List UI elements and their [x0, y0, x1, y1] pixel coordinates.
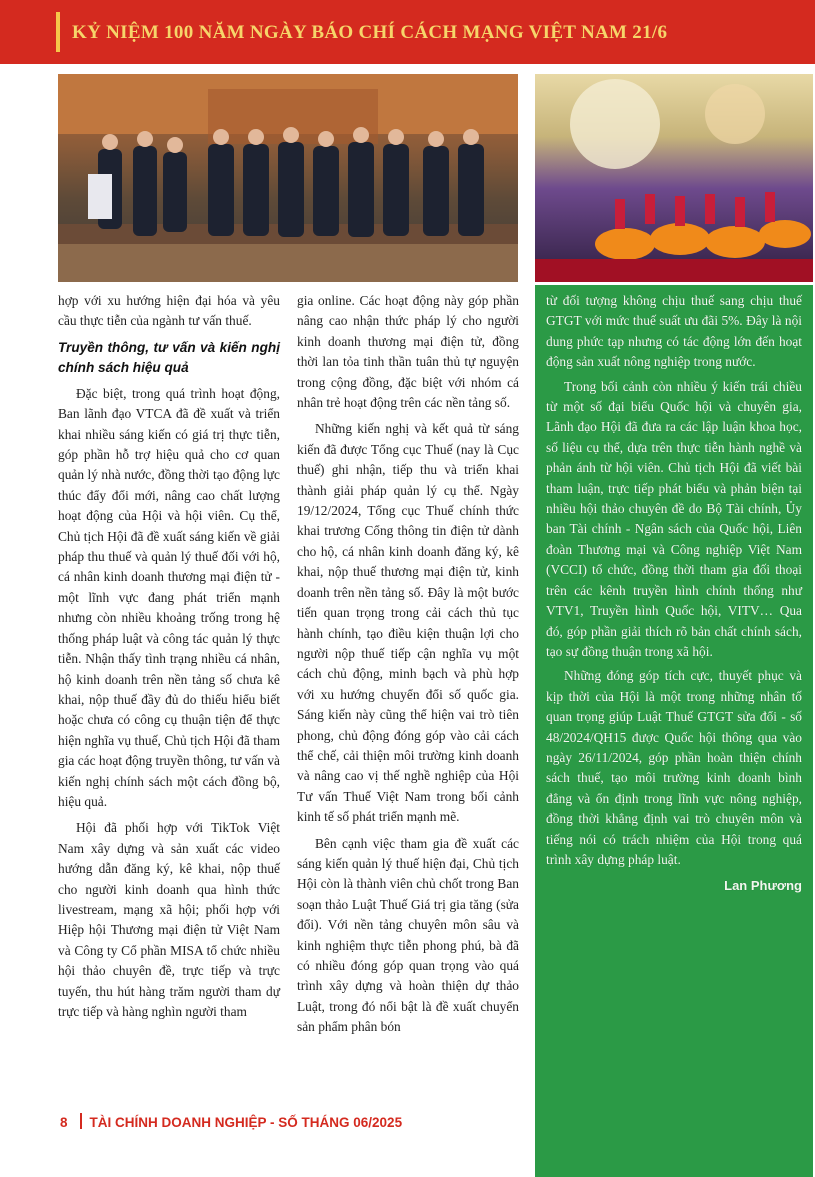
paragraph: Đặc biệt, trong quá trình hoạt động, Ban lãnh đạo VTCA đã đề xuất và triển khai nhiều sáng kiến có giá trị thực tiễn, góp phần hỗ trợ hiệu quả cho cơ quan quản lý nhà nước, đồng thời tạo động lực thúc đẩy đổi mới, nâng cao chất lượng hoạt động của Hội và hội viên. Cụ thể, Chủ tịch Hội đã đề xuất sáng kiến về giải pháp thu thuế và quản lý thuế đối với hộ, cá nhân kinh doanh thương mại điện tử - một lĩnh vực đang phát triển mạnh nhưng còn nhiều khoảng trống trong hệ thống pháp luật và công tác quản lý thực tiễn. Nhận thấy tình trạng nhiều cá nhân, hộ kinh doanh trên nền tảng số chưa kê khai, nộp thuế đầy đủ do thiếu hiểu biết hoặc chưa có công cụ thuận tiện để thực hiện nghĩa vụ thuế, Chủ tịch Hội đã tham gia các hoạt động truyền thông, tư vấn và kiến nghị chính sách một cách đồng bộ, hiệu quả.	[58, 385, 280, 809]
article-column-1	[58, 291, 280, 1028]
article-column-2	[297, 291, 519, 1044]
banner-title: KỶ NIỆM 100 NĂM NGÀY BÁO CHÍ CÁCH MẠNG VIỆT NAM 21/6	[72, 22, 668, 43]
article-column-3	[546, 291, 802, 897]
publication-name: TÀI CHÍNH DOANH NGHIỆP - SỐ THÁNG 06/2025	[89, 1115, 403, 1130]
paragraph: gia online. Các hoạt động này góp phần nâng cao nhận thức pháp lý cho người kinh doanh thương mại điện tử, đồng thời lan tỏa tinh thần tuân thủ tự nguyện trong cộng đồng, đặc biệt với nhóm cá nhân trẻ hoạt động trên các nền tảng số.	[297, 293, 519, 411]
group-photo	[58, 74, 518, 282]
footer-divider	[80, 1113, 82, 1129]
section-heading: Truyền thông, tư vấn và kiến nghị chính sách hiệu quả	[58, 339, 280, 375]
paragraph: hợp với xu hướng hiện đại hóa và yêu cầu thực tiễn của ngành tư vấn thuế.	[58, 293, 280, 329]
header-banner	[0, 0, 815, 64]
paragraph: Bên cạnh việc tham gia đề xuất các sáng kiến quản lý thuế hiện đại, Chủ tịch Hội còn là thành viên chủ chốt trong Ban soạn thảo Luật Thuế Giá trị gia tăng (sửa đổi). Với nền tảng chuyên môn sâu và kinh nghiệm thực tiễn phong phú, bà đã có nhiều đóng góp quan trọng vào quá trình xây dựng và hoàn thiện dự thảo Luật, trong đó nổi bật là đề xuất chuyển sản phẩm phân bón	[297, 835, 519, 1035]
paragraph: Những kiến nghị và kết quả từ sáng kiến đã được Tổng cục Thuế (nay là Cục thuế) ghi nhận, tiếp thu và triển khai thành giải pháp quản lý cụ thể. Ngày 19/12/2024, Tổng cục Thuế chính thức khai trương Cổng thông tin điện tử dành cho hộ, cá nhân kinh doanh đăng ký, kê khai, nộp thuế thương mại điện tử, kinh doanh trên nền tảng số. Đây là một bước tiến quan trọng trong cải cách thủ tục hành chính, tạo điều kiện thuận lợi cho người nộp thuế tiếp cận nghĩa vụ một cách chủ động, minh bạch và phù hợp với xu hướng chuyển đổi số quốc gia. Sáng kiến này cũng thể hiện vai trò tiên phong, chủ động đóng góp vào cải cách thể chế, cải thiện môi trường kinh doanh và nâng cao vị thế nghề nghiệp của Hội Tư vấn Thuế Việt Nam trong bối cảnh kinh tế số phát triển mạnh mẽ.	[297, 421, 519, 825]
page-footer	[60, 1113, 402, 1130]
paragraph: Hội đã phối hợp với TikTok Việt Nam xây dựng và sản xuất các video hướng dẫn đăng ký, kê khai, nộp thuế cho người kinh doanh qua hình thức livestream, mạng xã hội; phối hợp với Hiệp hội Thương mại điện tử Việt Nam và Công ty Cổ phần MISA tổ chức nhiều hội thảo chuyên đề, trực tiếp và trực tuyến, thu hút hàng trăm người tham dự trực tiếp và hàng nghìn người tham	[58, 820, 280, 1019]
page-number: 8	[60, 1115, 68, 1130]
paragraph: Trong bối cảnh còn nhiều ý kiến trái chiều từ một số đại biểu Quốc hội và chuyên gia, Lãnh đạo Hội đã đưa ra các lập luận khoa học, số liệu cụ thể, dựa trên thực tiễn hành nghề và phản ánh từ hội viên. Chủ tịch Hội đã viết bài tham luận, trực tiếp phát biểu và phản biện tại nhiều hội thảo chuyên đề do Bộ Tài chính, Ủy ban Tài chính - Ngân sách của Quốc hội, Liên đoàn Thương mại và Công nghiệp Việt Nam (VCCI) tổ chức, đồng thời tham gia đối thoại trên các kênh truyền hình chính thống như VTV1, Truyền hình Quốc hội, VITV… Qua đó, góp phần giải thích rõ bản chất chính sách, tạo sự đồng thuận trong xã hội.	[546, 378, 802, 659]
banner-accent-bar	[56, 12, 60, 52]
author-signature: Lan Phương	[724, 878, 802, 894]
performance-photo	[535, 74, 813, 282]
paragraph: từ đối tượng không chịu thuế sang chịu thuế GTGT với mức thuế suất ưu đãi 5%. Đây là nội dung phức tạp nhưng có tác động lớn đến hoạt động sản xuất nông nghiệp trong nước.	[546, 293, 802, 370]
paragraph: Những đóng góp tích cực, thuyết phục và kịp thời của Hội là một trong những nhân tố quan trọng giúp Luật Thuế GTGT sửa đổi - số 48/2024/QH15 được Quốc hội thông qua vào ngày 26/11/2024, góp phần hoàn thiện chính sách thuế, tạo môi trường kinh doanh bình đẳng và ổn định trong lĩnh vực nông nghiệp, đồng thời khẳng định vai trò chuyên môn và tiếng nói có trách nhiệm của Hội trong quá trình xây dựng pháp luật.	[546, 668, 802, 867]
